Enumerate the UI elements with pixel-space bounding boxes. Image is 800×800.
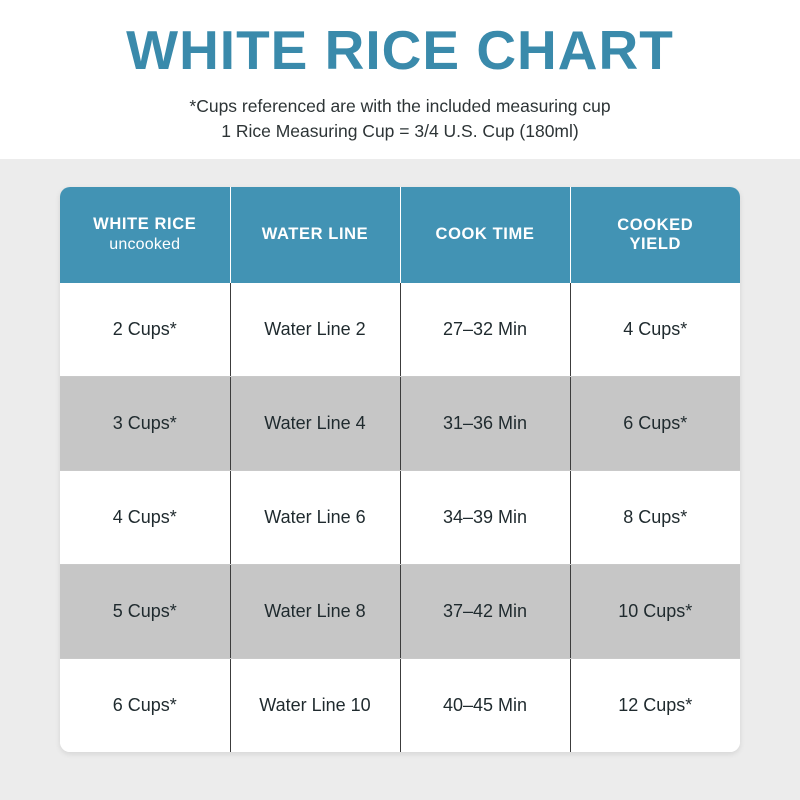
cell-water-line: Water Line 10: [230, 658, 400, 752]
subtitle-line-2: 1 Rice Measuring Cup = 3/4 U.S. Cup (180ml): [221, 121, 579, 142]
column-header-cook-time: [400, 187, 570, 283]
column-header-cooked-yield-main: COOKED: [617, 215, 694, 234]
cell-rice: 5 Cups*: [60, 564, 230, 658]
table-row: [60, 564, 740, 658]
cell-cook-time: 40–45 Min: [400, 658, 570, 752]
table-header-row: [60, 187, 740, 283]
table-row: [60, 376, 740, 470]
column-header-cook-time-main: COOK TIME: [435, 225, 535, 243]
rice-chart-table: [60, 187, 740, 752]
cell-cooked-yield: 8 Cups*: [570, 470, 740, 564]
cell-rice: 6 Cups*: [60, 658, 230, 752]
cell-cook-time: 37–42 Min: [400, 564, 570, 658]
chart-header: [0, 0, 800, 159]
cell-water-line: Water Line 6: [230, 470, 400, 564]
cell-water-line: Water Line 2: [230, 283, 400, 377]
cell-cooked-yield: 10 Cups*: [570, 564, 740, 658]
cell-rice: 4 Cups*: [60, 470, 230, 564]
cell-cooked-yield: 12 Cups*: [570, 658, 740, 752]
page-title: WHITE RICE CHART: [126, 19, 674, 81]
subtitle-block: [0, 94, 800, 145]
column-header-water-line-main: WATER LINE: [261, 225, 369, 243]
subtitle-line-1: *Cups referenced are with the included measuring cup: [189, 95, 611, 116]
cell-cooked-yield: 6 Cups*: [570, 376, 740, 470]
rice-chart-table-container: [60, 187, 740, 752]
column-header-white-rice-sub: uncooked: [109, 236, 181, 253]
cell-cook-time: 27–32 Min: [400, 283, 570, 377]
table-row: [60, 658, 740, 752]
table-row: [60, 283, 740, 377]
cell-water-line: Water Line 8: [230, 564, 400, 658]
cell-water-line: Water Line 4: [230, 376, 400, 470]
column-header-water-line: [230, 187, 400, 283]
column-header-white-rice: [60, 187, 230, 283]
table-body: [60, 283, 740, 752]
cell-cooked-yield: 4 Cups*: [570, 283, 740, 377]
column-header-white-rice-main: WHITE RICE: [93, 215, 197, 233]
cell-rice: 3 Cups*: [60, 376, 230, 470]
cell-cook-time: 31–36 Min: [400, 376, 570, 470]
column-header-cooked-yield-sub: YIELD: [629, 234, 682, 253]
table-header-row-group: [60, 187, 740, 283]
cell-rice: 2 Cups*: [60, 283, 230, 377]
cell-cook-time: 34–39 Min: [400, 470, 570, 564]
table-row: [60, 470, 740, 564]
chart-body-area: [0, 159, 800, 800]
column-header-cooked-yield: [570, 187, 740, 283]
